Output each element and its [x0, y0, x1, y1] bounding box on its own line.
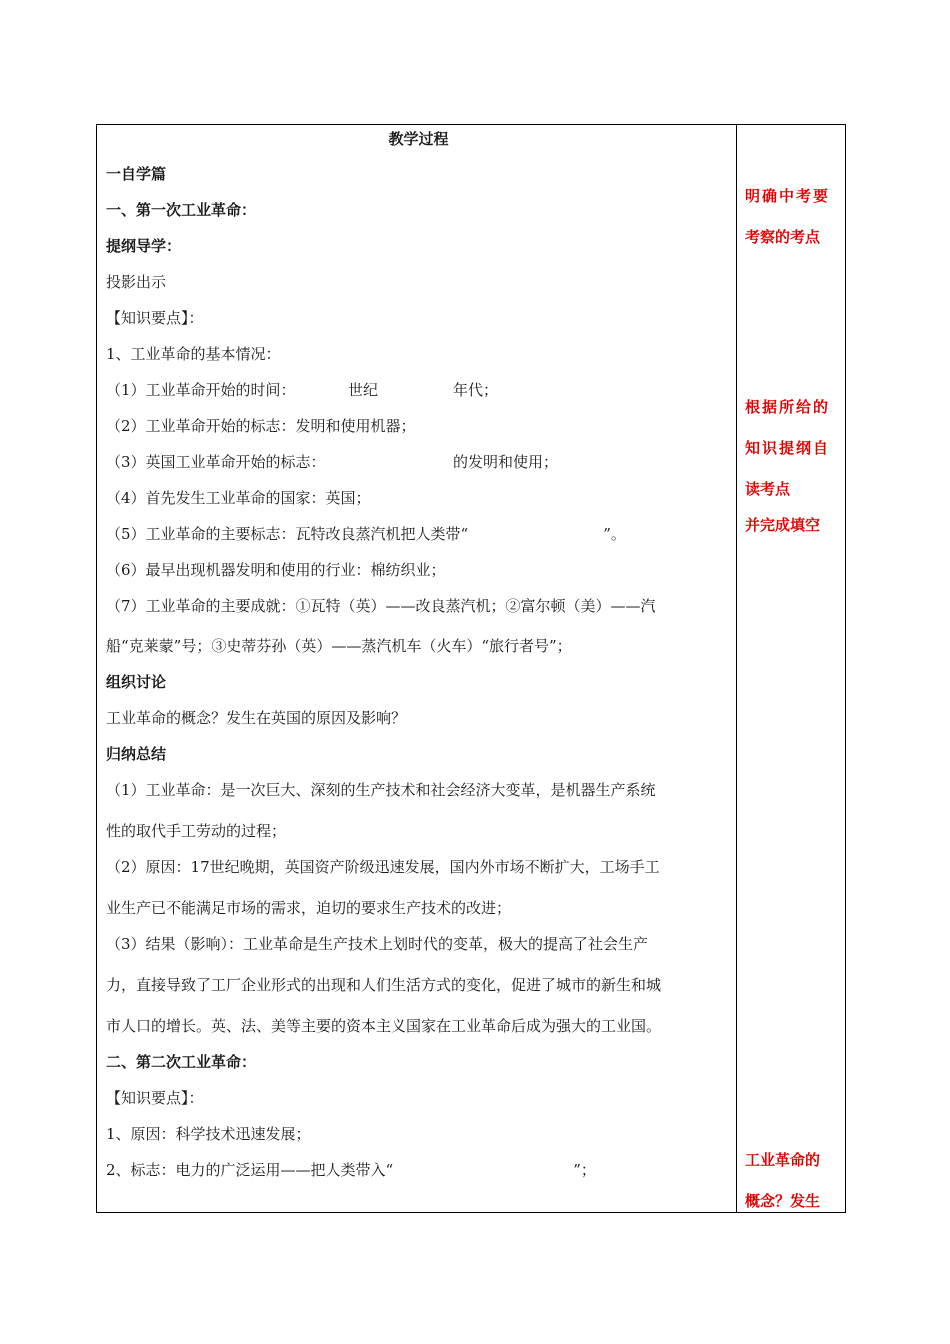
text-line: （1）工业革命开始的时间： 世纪 年代；: [106, 381, 499, 399]
text-line: 市人口的增长。英、法、美等主要的资本主义国家在工业革命后成为强大的工业国。: [106, 1017, 662, 1035]
text-line: （7）工业革命的主要成就：①瓦特（英）——改良蒸汽机；②富尔顿（美）——汽: [106, 597, 656, 615]
text-line: （4）首先发生工业革命的国家：英国；: [106, 489, 371, 507]
heading-summary: 归纳总结: [106, 745, 167, 763]
text-line: （1）工业革命：是一次巨大、深刻的生产技术和社会经济大变革，是机器生产系统: [106, 781, 656, 799]
text-line: 船“克莱蒙”号；③史蒂芬孙（英）——蒸汽机车（火车）“旅行者号”；: [106, 637, 572, 655]
section-header: 教学过程: [388, 130, 449, 148]
text-line: （6）最早出现机器发明和使用的行业：棉纺织业；: [106, 561, 446, 579]
side-note: 读考点: [745, 480, 791, 498]
text-line: 1、原因：科学技术迅速发展；: [106, 1125, 311, 1143]
text-line: 业生产已不能满足市场的需求，迫切的要求生产技术的改进；: [106, 899, 512, 917]
side-note: 明确中考要: [745, 187, 831, 205]
heading-second-revolution: 二、第二次工业革命：: [106, 1053, 257, 1071]
side-note: 并完成填空: [745, 516, 821, 534]
heading-self-study: 一自学篇: [106, 165, 167, 183]
text-line: （3）结果（影响）：工业革命是生产技术上划时代的变革，极大的提高了社会生产: [106, 935, 649, 953]
text-line: 工业革命的概念？发生在英国的原因及影响？: [106, 709, 407, 727]
text-line: 1、工业革命的基本情况：: [106, 345, 281, 363]
text-line: （2）原因：17世纪晚期，英国资产阶级迅速发展，国内外市场不断扩大，工场手工: [106, 858, 660, 876]
text-line: （5）工业革命的主要标志：瓦特改良蒸汽机把人类带“ ”。: [106, 525, 626, 543]
lesson-table: [96, 124, 846, 1213]
text-line: 【知识要点】：: [106, 309, 204, 327]
text-line: 性的取代手工劳动的过程；: [106, 822, 287, 840]
side-note: 考察的考点: [745, 228, 821, 246]
text-line: 投影出示: [106, 273, 167, 291]
side-note: 知识提纲自: [745, 439, 831, 457]
text-line: 力，直接导致了工厂企业形式的出现和人们生活方式的变化，促进了城市的新生和城: [106, 976, 662, 994]
heading-outline-guide: 提纲导学：: [106, 237, 182, 255]
column-divider: [736, 124, 737, 1213]
heading-first-revolution: 一、第一次工业革命：: [106, 201, 257, 219]
side-note: 工业革命的: [745, 1151, 821, 1169]
side-note: 根据所给的: [745, 398, 831, 416]
text-line: （3）英国工业革命开始的标志： 的发明和使用；: [106, 453, 559, 471]
side-note: 概念？发生: [745, 1192, 821, 1210]
text-line: （2）工业革命开始的标志：发明和使用机器；: [106, 417, 416, 435]
text-line: 【知识要点】：: [106, 1089, 204, 1107]
text-line: 2、标志：电力的广泛运用——把人类带入“ ”；: [106, 1161, 596, 1179]
heading-discussion: 组织讨论: [106, 673, 167, 691]
